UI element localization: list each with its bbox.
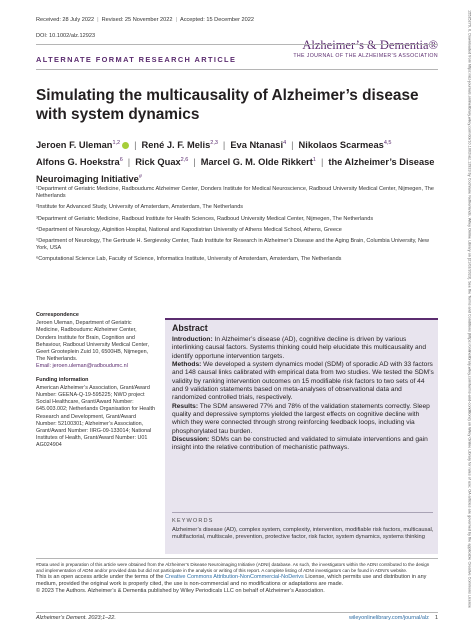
correspondence-label: Correspondence (36, 312, 79, 318)
author-affil: 2,6 (180, 157, 189, 164)
revised-date: Revised: 25 November 2022 (101, 17, 173, 23)
copyright: © 2023 The Authors. Alzheimer’s & Dementia published by Wiley Periodicals LLC on behalf of Alzheimer’s Association. (36, 588, 325, 595)
download-notice (464, 10, 470, 610)
received-date: Received: 28 July 2022 (36, 17, 95, 23)
affiliation: ⁶Computational Science Lab, Faculty of Science, Informatics Institute, University of Amsterdam, Amsterdam, The Netherlands (36, 256, 342, 263)
journal-url[interactable]: wileyonlinelibrary.com/journal/alz (348, 615, 429, 621)
author-name[interactable]: Eva Ntanasi (230, 140, 284, 151)
header-divider (36, 44, 438, 45)
affiliation: ⁴Department of Neurology, Aiginition Hospital, National and Kapodistrian University of Athens Medical School, Athens, Greece (36, 226, 342, 233)
download-notice-text: 15525279, 0, Downloaded from https://alz-journals.onlinelibrary.wiley.com/doi/10.1002/alz.12923 by Cochrane Netherlands, Wiley Online Library on [21/02/2023]. See the Terms and Conditions (https://onlinelibrary.wiley.com/terms-and-conditions) on Wiley Online Library for rules of use; OA articles are governed by the applicable Creative Commons License (467, 10, 472, 578)
funding-text: American Alzheimer’s Association, Grant/Award Number: GEENA-Q-19-595225; NWO project Social Healthcare, Grant/Award Number: 645.003.002; Netherlands Organisation for Health Research and Development, Grant/Award Number: 52100301; Alzheimer’s Association, Grant/Award Number: IIRG-09-133014; National Institutes of Health, Grant/Award Number: U01 AG024904 (36, 384, 155, 449)
footer-divider (36, 612, 438, 613)
author-name[interactable]: René J. F. Melis (141, 140, 211, 151)
affiliations (36, 186, 438, 268)
article-title: Simulating the multicausality of Alzheimer’s disease with system dynamics (36, 87, 419, 123)
correspondence-email[interactable]: Email: jeroen.uleman@radboudumc.nl (36, 363, 128, 370)
funding-label: Funding information (36, 376, 89, 383)
orcid-icon[interactable] (122, 142, 129, 149)
affiliation: ⁵Department of Neurology, The Gertrude H. Sergievsky Center, Taub Institute for Research in Alzheimer’s Disease and the Aging Brain, Columbia University, New York, USA (36, 238, 429, 252)
keywords-label: KEYWORDS (172, 518, 214, 524)
doi[interactable]: DOI: 10.1002/alz.12923 (36, 33, 96, 39)
page-number: 1 (434, 615, 438, 621)
author-name[interactable]: Nikolaos Scarmeas (298, 140, 384, 151)
abstract-discussion: Discussion: SDMs can be constructed and validated to simulate interventions and gain insight into the relative contribution of mechanistic pathways. (172, 436, 428, 452)
license-link[interactable]: Creative Commons Attribution-NonCommercial-NoDerivs (165, 574, 304, 580)
abstract-heading: Abstract (172, 323, 208, 333)
keywords-divider (172, 512, 433, 513)
author-name[interactable]: the Alzheimer’s Disease Neuroimaging Initiative (36, 157, 435, 185)
author-affil: 6 (119, 157, 123, 164)
affiliation: ¹Department of Geriatric Medicine, Radboudumc Alzheimer Center, Donders Institute for Medical Neuroscience, Radboud University Medical Center, Nijmegen, The Netherlands (36, 186, 434, 200)
author-affil: 4 (283, 140, 287, 146)
author-affil: # (138, 174, 142, 181)
abstract-methods: Methods: We developed a system dynamics model (SDM) of sporadic AD with 33 factors and 148 causal links calibrated with empirical data from two studies. We tested the SDM’s validity by ranking intervention outcomes on 15 modifiable risk factors to two sets of 44 and 9 validation statements based on meta-analyses of observational data and randomized controlled trials, respectively. (172, 361, 434, 402)
author-list: Jeroen F. Uleman$^{1,2}$ | René J. F. Melis$^{2,3}$ | Eva Ntanasi$^4$ | Nikolaos Scarmeas$^{4,5}$ Alfons G. Hoekstra$^6$ | Rick Quax$^{2,6}$ | Marcel G. M. Olde Rikkert$^1$ | the Alzheimer’s Disease Neuroimaging Initiative# (36, 140, 435, 185)
keywords-text: Alzheimer’s disease (AD), complex system, complexity, intervention, modifiable risk factors, multicausal, multifactorial, multiscale, prevention, protective factor, risk factor, system dynamics, systems thinking (172, 527, 434, 541)
author-name[interactable]: Alfons G. Hoekstra (36, 157, 120, 168)
affiliation: ³Department of Geriatric Medicine, Radboud Institute for Health Sciences, Radboud University Medical Center, Nijmegen, The Netherlands (36, 215, 374, 222)
license (36, 574, 438, 596)
abstract-body (172, 336, 434, 453)
affiliation: ²Institute for Advanced Study, University of Amsterdam, Amsterdam, The Netherlands (36, 204, 244, 211)
author-name[interactable]: Rick Quax (135, 157, 181, 168)
author-affil: 2,3 (210, 140, 218, 146)
author-name[interactable]: Jeroen F. Uleman (36, 140, 113, 151)
author-affil: 4,5 (383, 140, 392, 146)
abstract-introduction: Introduction: In Alzheimer’s disease (AD), cognitive decline is driven by various interlinking causal factors. Systems thinking could help elucidate this multicausality and identify opportune intervention targets. (172, 336, 426, 360)
article-dates: Received: 28 July 2022 | Revised: 25 November 2022 | Accepted: 15 December 2022 (36, 17, 254, 23)
footnote-divider (36, 558, 438, 559)
footer-right (349, 615, 438, 621)
accepted-date: Accepted: 15 December 2022 (179, 17, 254, 23)
article-type: ALTERNATE FORMAT RESEARCH ARTICLE (36, 55, 237, 64)
sidebar-info (36, 312, 156, 450)
citation: Alzheimer’s Dement. 2023;1–22. (36, 615, 116, 621)
footnote (36, 562, 438, 574)
license-text: This is an open access article under the terms of the Creative Commons Attribution-NonCommercial-NoDerivs License, which permits use and distribution in any medium, provided the original work is properly cited, the use is non-commercial and no modifications or adaptations are made. (36, 574, 427, 588)
author-affil: 1,2 (112, 140, 121, 146)
author-name[interactable]: Marcel G. M. Olde Rikkert (200, 157, 313, 168)
author-affil: 1 (312, 157, 316, 164)
journal-subtitle: THE JOURNAL OF THE ALZHEIMER’S ASSOCIATION (293, 53, 438, 59)
adni-footnote: #Data used in preparation of this article were obtained from the Alzheimer’s Disease Neuroimaging Initiative (ADNI) database. As such, the investigators within the ADNI contributed to the design and implementation of ADNI and/or provided data but did not participate in the analysis or writing of this report. A complete listing of ADNI investigators can be found in ADNI’s website. (36, 562, 430, 573)
correspondence-text: Jeroen Uleman, Department of Geriatric Medicine, Radboudumc Alzheimer Center, Donders Institute for Brain, Cognition and Behaviour, Radboud University Medical Center, Geert Grooteplein Zuid 10, 6500HB, Nijmegen, The Netherlands. (36, 320, 149, 363)
title-divider (36, 69, 438, 70)
journal-logo: Alzheimer’s & Dementia® (302, 38, 438, 52)
abstract-results: Results: The SDM answered 77% and 78% of the validation statements correctly. Sleep quality and depressive symptoms yielded the largest effects on cognitive decline with which they were connected through strong reinforcing feedback loops, including via phosphorylated tau burden. (172, 402, 430, 435)
